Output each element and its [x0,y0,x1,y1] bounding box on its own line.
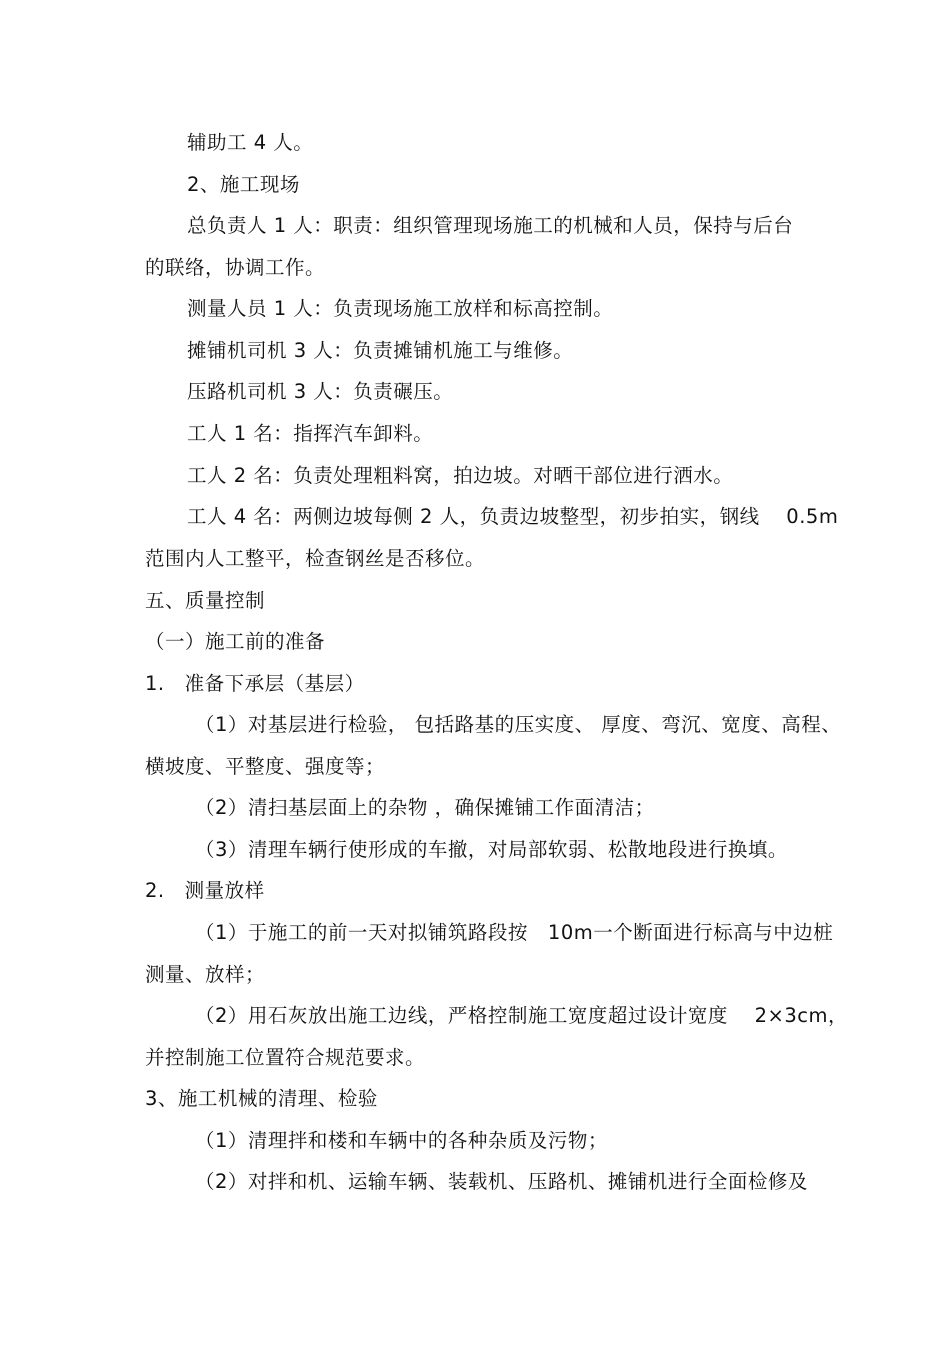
text-line: 压路机司机 3 人：负责碾压。 [187,380,454,403]
subsection-heading: 3、施工机械的清理、检验 [145,1087,378,1110]
text-line: （2）用石灰放出施工边线，严格控制施工宽度超过设计宽度 2×3cm， [195,1004,848,1027]
subsection-heading: 2. 测量放样 [145,879,265,902]
text-line: 摊铺机司机 3 人：负责摊铺机施工与维修。 [187,339,574,362]
text-line: （3）清理车辆行使形成的车撤，对局部软弱、松散地段进行换填。 [195,838,788,861]
text-line: 工人 1 名：指挥汽车卸料。 [187,422,434,445]
text-line: （1）于施工的前一天对拟铺筑路段按 10m一个断面进行标高与中边桩 [195,921,834,944]
text-line: 工人 4 名：两侧边坡每侧 2 人，负责边坡整型，初步拍实，钢线 0.5m [187,505,839,528]
text-line: （1）清理拌和楼和车辆中的各种杂质及污物； [195,1129,608,1152]
section-heading: 2、施工现场 [187,173,300,196]
subsection-heading: （一）施工前的准备 [145,630,326,653]
text-line: 的联络，协调工作。 [145,256,326,279]
subsection-heading: 1. 准备下承层（基层） [145,672,365,695]
text-line: 总负责人 1 人：职责：组织管理现场施工的机械和人员，保持与后台 [187,214,794,237]
text-line: （1）对基层进行检验， 包括路基的压实度、 厚度、弯沉、宽度、高程、 [195,713,842,736]
text-line: 测量人员 1 人：负责现场施工放样和标高控制。 [187,297,614,320]
text-line: 测量、放样； [145,963,266,986]
text-line: 范围内人工整平，检查钢丝是否移位。 [145,547,486,570]
text-line: 横坡度、平整度、强度等； [145,755,386,778]
text-line: （2）清扫基层面上的杂物 ，确保摊铺工作面清洁； [195,796,655,819]
text-line: 工人 2 名：负责处理粗料窝，拍边坡。对晒干部位进行洒水。 [187,464,734,487]
text-line: （2）对拌和机、运输车辆、装载机、压路机、摊铺机进行全面检修及 [195,1170,808,1193]
text-line: 并控制施工位置符合规范要求。 [145,1046,426,1069]
section-heading: 五、质量控制 [145,589,266,612]
text-line: 辅助工 4 人。 [187,131,314,154]
